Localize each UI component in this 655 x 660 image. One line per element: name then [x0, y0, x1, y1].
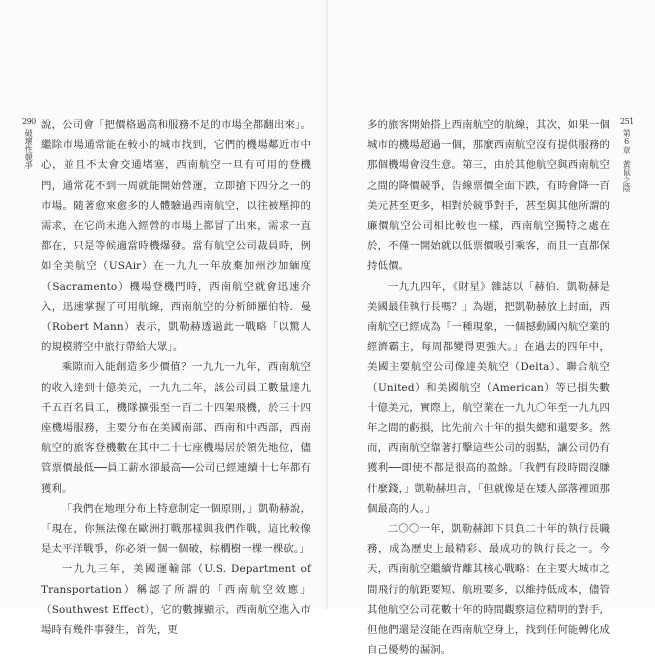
left-page-number: 290 — [22, 117, 36, 126]
right-paragraph-3: 二〇〇一年，凱勒赫卸下貝負二十年的執行長職務，成為歷史上最精彩、最成功的執行長之一。今天，西南航空繼續背離其核心戰略：在主要大城市之間飛行的航距要短、航班要多，以維持低成本，儘管其他航空公司花數十年的時間觀察這位精明的對手，但他們還是沒能在西南航空身上，找到任何能轉化成自己優勢的漏洞。 — [367, 523, 610, 657]
right-paragraph-1: 多的旅客開始搭上西南航空的航線，其次，如果一個城市的機場超過一個，那麼西南航空沒有提供服務的那個機場會沒生意。第三，由於其他航空與西南航空之間的降價競爭，告線票價全面下跌，有時會降一百美元甚至更多，相對於競爭對手，甚至與其他所謂的廉價航空公司相比較也一樣，西南航空獨特之處在於，不僅一開始就以低票價吸引乘客，而且一直都保持低價。 — [367, 119, 610, 273]
right-chapter-label: 第6章 — [622, 129, 632, 155]
right-page-number: 251 — [620, 117, 634, 126]
right-paragraph-2: 一九九四年，《財星》雜誌以「赫伯．凱勒赫是美國最佳執行長嗎？」為題，把凱勒赫放上封面，西南航空已經成為「一種現象，一個撼動國內航空業的經濟霸主，每周都變得更強大。」在過去的四年中，美國主要航空公司像達美航空（Delta）、聯合航空（United）和美國航空（American）等已損失數十億美元，實際上，航空業在一九九〇年至一九九四年之間的虧損，比先前六十年的損失總和還要多。然而，西南航空靠著打擊這些公司的弱點，讓公司仍有獲利──即使不都是很高的盈餘。「我們有段時間沒賺什麼錢，」凱勒赫坦言，「但就像是在矮人部落裡頭那個最高的人。」 — [367, 280, 610, 515]
right-page — [328, 0, 655, 657]
left-running-title: 破壞性競爭 — [24, 129, 34, 170]
left-paragraph-2: 乘隙而入能創造多少價值？一九九一九年，西南航空的收入達到十億美元，一九九二年，該公司員工數量達九千五百名員工，機隊擴張至一百二十四架飛機，於三十四座機場服務，主要分布在美國南部、西南和中西部，西南航空的旅客登機數在其中二十七座機場居於領先地位，儘管票價最低──員工薪水卻最高──公司已經連續十七年都有獲利。 — [41, 361, 311, 495]
left-running-header — [22, 118, 34, 169]
left-paragraph-1: 說，公司會「把價格過高和服務不足的市場全都翻出來」。繼除市場通常能在較小的城市找到，它們的機場鄰近市中心，並且不太會交通堵塞，西南航空一旦有可用的登機門，通常花不到一周就能開始營運，立即搶下四分之一的市場。隨著愈來愈多的人體驗過西南航空，以往被壓抑的需求，在它尚未進入經營的市場上都冒了出來，需求一直都在，只是等候適當時機爆發。當有航空公司裁員時，例如全美航空（USAir）在一九九一年放棄加州沙加緬度（Sacramento）機場登機門時，西南航空就會迅速介入，迅速掌握了可用航線，西南航空的分析師羅伯特．曼（Robert Mann）表示，凱勒赫透過此一戰略「以驚人的規模將空中旅行帶給大眾」。 — [41, 119, 311, 354]
left-page — [0, 0, 327, 637]
right-running-header — [620, 118, 632, 192]
left-paragraph-3: 「我們在地理分布上特意制定一個原則，」凱勒赫說，「現在，你無法像在歐洲打戰那樣與我們作戰，這比較像是太平洋戰爭，你必須一個一個破，棕櫚樹一棵一棵砍。」 — [41, 502, 311, 556]
left-body-text — [41, 115, 311, 640]
right-body-text — [367, 115, 610, 660]
left-paragraph-4: 一九九三年，美國運輸部（U.S. Department of Transportation）稱認了所謂的「西南航空效應」（Southwest Effect），它的數據顯示，西南航空進入市場時有幾件事發生，首先，更 — [41, 563, 311, 637]
right-chapter-title: 黃鼠之陰 — [622, 160, 632, 193]
